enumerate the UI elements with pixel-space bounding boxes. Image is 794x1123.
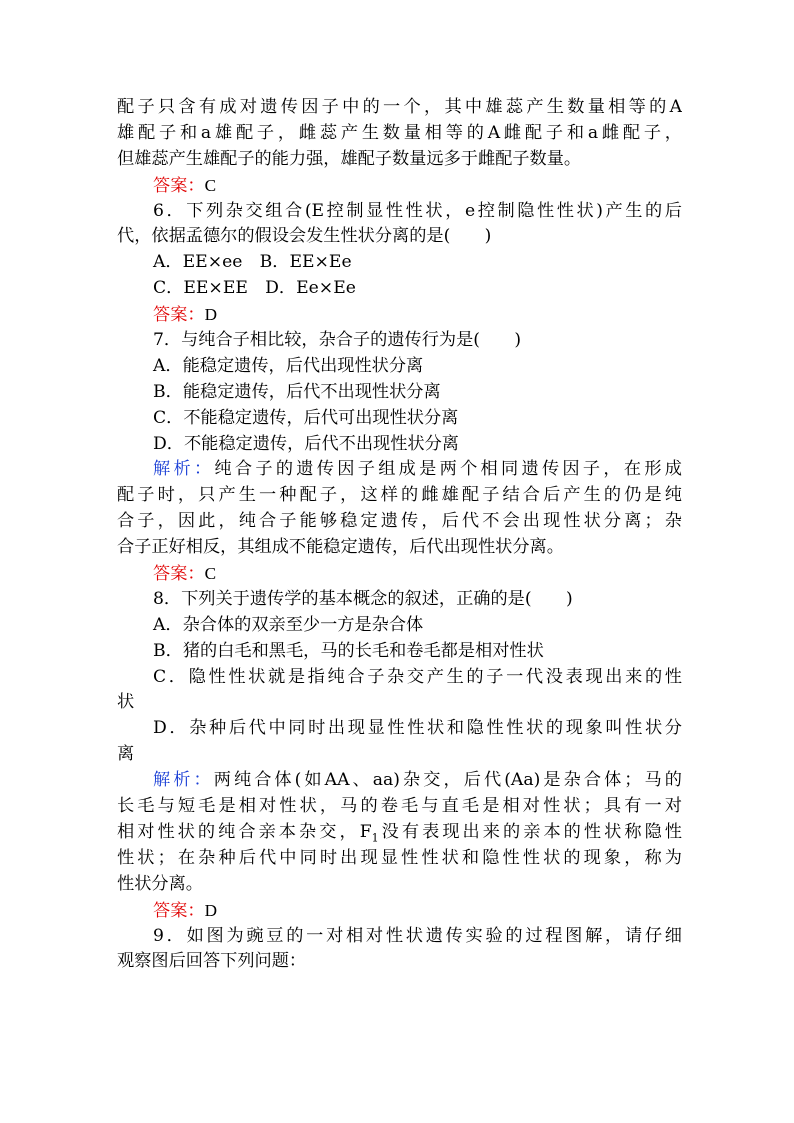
answer-value: D [204,305,217,325]
q8-option-c-line-1: C．隐性性状就是指纯合子杂交产生的子一代没表现出来的性 [153,666,682,687]
q8-analysis-line-1 [117,768,682,794]
document-page [117,95,682,975]
q8-option-d-line-1: D．杂种后代中同时出现显性性状和隐性性状的现象叫性状分 [153,718,682,739]
q7-analysis-line-2: 配子时，只产生一种配子，这样的雌雄配子结合后产生的仍是纯 [117,485,682,506]
q7-option-c: C．不能稳定遗传，后代可出现性状分离 [153,407,459,428]
answer-q6 [117,302,682,328]
answer-label: 答案： [153,305,205,326]
q7-option-d: D．不能稳定遗传，后代不出现性状分离 [153,433,459,454]
intro-line-3: 但雄蕊产生雄配子的能力强，雄配子数量远多于雌配子数量。 [117,148,582,169]
q6-options-cd: C．EE×EE D．Ee×Ee [153,278,356,299]
answer-label: 答案： [153,175,205,196]
q7-option-a: A．能稳定遗传，后代出现性状分离 [153,355,424,376]
q6-options-ab: A．EE×ee B．EE×Ee [153,252,352,273]
q7-stem: 7．与纯合子相比较，杂合子的遗传行为是( ) [153,330,522,351]
answer-q8 [117,898,682,924]
answer-value: C [204,564,217,584]
answer-value: C [204,175,217,195]
analysis-text-a: 相对性状的纯合亲本杂交，F [117,821,372,842]
analysis-label: 解析： [153,770,214,791]
analysis-label: 解析： [153,459,215,480]
q6-stem-line-1: 6．下列杂交组合(E控制显性性状，e控制隐性性状)产生的后 [153,200,682,221]
intro-line-2: 雄配子和a雄配子，雌蕊产生数量相等的A雌配子和a雌配子， [117,122,682,143]
q7-analysis-line-4: 合子正好相反，其组成不能稳定遗传，后代出现性状分离。 [117,537,564,558]
q8-analysis-line-3 [117,820,682,846]
q8-stem: 8．下列关于遗传学的基本概念的叙述，正确的是( ) [153,588,573,609]
analysis-text: 两纯合体(如AA、aa)杂交，后代(Aa)是杂合体；马的 [213,770,682,791]
analysis-text: 纯合子的遗传因子组成是两个相同遗传因子，在形成 [214,459,682,480]
q8-option-d-line-2: 离 [117,744,135,765]
q8-option-a: A．杂合体的双亲至少一方是杂合体 [153,614,424,635]
f1-subscript: 1 [371,831,379,845]
q7-analysis-line-3: 合子，因此，纯合子能够稳定遗传，后代不会出现性状分离；杂 [117,511,682,532]
q8-analysis-line-5: 性状分离。 [117,873,203,894]
q8-option-b: B．猪的白毛和黑毛，马的长毛和卷毛都是相对性状 [153,640,544,661]
q9-stem-line-1: 9．如图为豌豆的一对相对性状遗传实验的过程图解，请仔细 [153,925,682,946]
answer-q5 [117,173,682,199]
q9-stem-line-2: 观察图后回答下列问题： [117,951,307,972]
answer-q7 [117,561,682,587]
q8-analysis-line-4: 性状；在杂种后代中同时出现显性性状和隐性性状的现象，称为 [117,847,682,868]
q8-option-c-line-2: 状 [117,692,135,713]
q8-analysis-line-2: 长毛与短毛是相对性状，马的卷毛与直毛是相对性状；具有一对 [117,796,682,817]
analysis-text-b: 没有表现出来的亲本的性状称隐性 [378,821,682,842]
q7-option-b: B．能稳定遗传，后代不出现性状分离 [153,381,441,402]
q7-analysis-line-1 [117,457,682,483]
answer-label: 答案： [153,900,205,921]
answer-label: 答案： [153,564,205,585]
answer-value: D [204,900,217,920]
intro-line-1: 配子只含有成对遗传因子中的一个，其中雄蕊产生数量相等的A [117,97,682,117]
q6-stem-line-2: 代，依据孟德尔的假设会发生性状分离的是( ) [117,226,492,247]
